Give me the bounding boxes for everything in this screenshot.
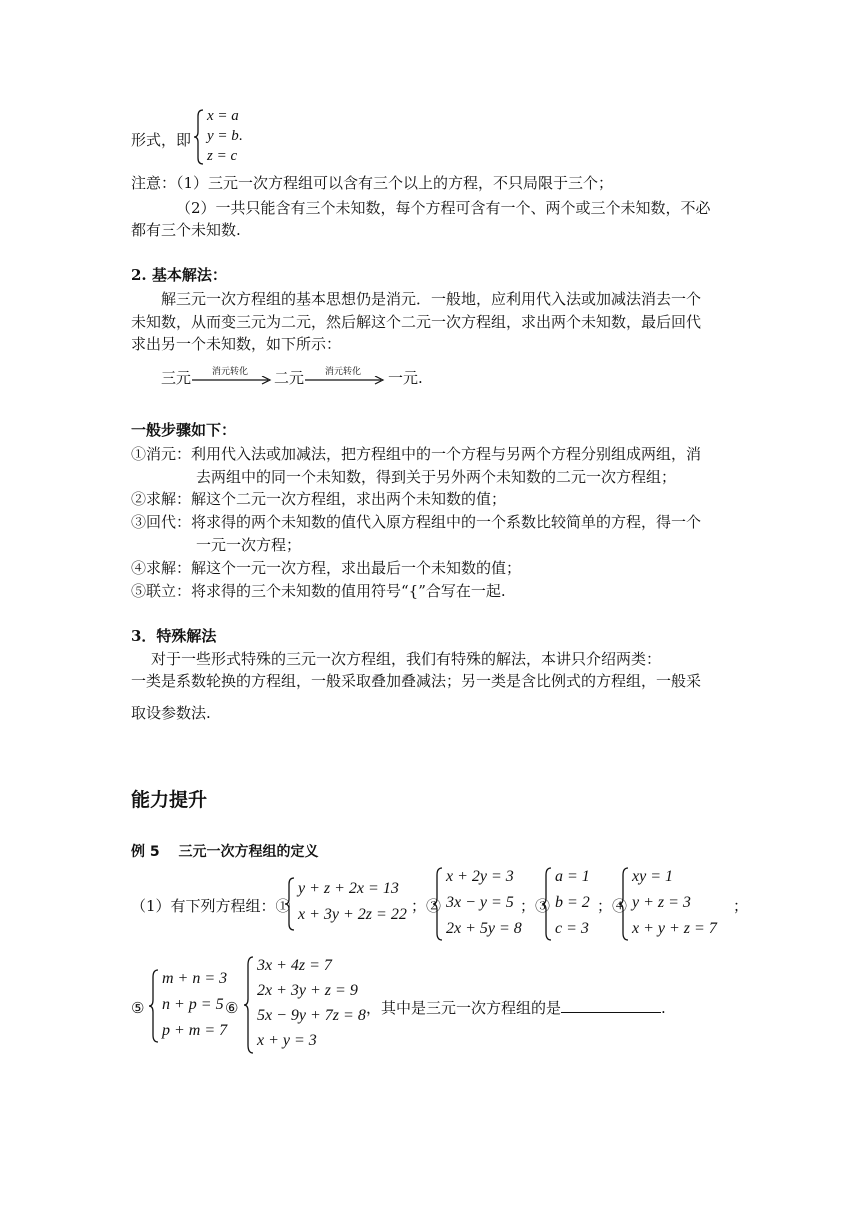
arrow-label: 消元转化 [325,367,362,377]
system-row: x + y + z = 7 [632,920,717,937]
question-end: . [661,999,666,1017]
question-tail [366,997,666,1019]
question-tail-text: ，其中是三元一次方程组的是 [366,999,562,1017]
separator: ；② [411,897,442,915]
equation-system-1 [284,876,414,932]
system-row: 2x + 5y = 8 [446,920,522,937]
section-title: 2. 基本解法： [131,266,227,284]
solution-system [193,108,273,168]
system-row: x + 2y = 3 [446,868,514,885]
system-row: y + z = 3 [632,894,691,911]
note-line: 注意：（1）三元一次方程组可以含有三个以上的方程，不只局限于三个； [131,174,614,192]
flow-stage: 一元. [388,369,423,387]
example-title: 例 5 三元一次方程组的定义 [131,844,319,860]
system-row: a = 1 [555,868,590,885]
system-row: 2x + 3y + z = 9 [257,982,358,999]
system-row: x + 3y + 2z = 22 [298,906,407,923]
separator: ；④ [597,897,628,915]
item-number: ⑤ [131,999,145,1017]
equation-system-4 [618,866,718,942]
system-row: 5x − 9y + 7z = 8 [257,1007,366,1024]
system-row: y + z + 2x = 13 [298,880,399,897]
paragraph-line: 取设参数法. [131,704,211,722]
right-arrow-icon [192,376,272,386]
brace-icon [541,866,553,942]
paragraph-line: 一类是系数轮换的方程组，一般采取叠加叠减法；另一类是含比例式的方程组，一般采 [131,672,702,690]
separator: ； [733,897,749,915]
step-line: ①消元：利用代入法或加减法，把方程组中的一个方程与另两个方程分别组成两组，消 [131,445,702,463]
step-line: 一元一次方程； [196,536,302,554]
page-heading: 能力提升 [131,789,208,811]
step-line: 去两组中的同一个未知数，得到关于另外两个未知数的二元一次方程组； [196,468,677,486]
paragraph-line: 未知数，从而变三元为二元，然后解这个二元一次方程组，求出两个未知数，最后回代 [131,313,702,331]
brace-icon [432,866,444,942]
paragraph-line: 对于一些形式特殊的三元一次方程组，我们有特殊的解法，本讲只介绍两类： [151,650,662,668]
step-line: ④求解：解这个一元一次方程，求出最后一个未知数的值； [131,559,522,577]
step-line: ⑤联立：将求得的三个未知数的值用符号“{”合写在一起. [131,582,506,600]
system-row: 3x − y = 5 [446,894,514,911]
brace-icon [284,876,296,932]
system-row: n + p = 5 [162,996,224,1013]
step-line: ②求解：解这个二元一次方程组，求出两个未知数的值； [131,490,507,508]
flow-stage: 二元 [274,369,305,387]
paragraph-line: 解三元一次方程组的基本思想仍是消元．一般地，应利用代入法或加减法消去一个 [161,290,702,308]
form-prefix: 形式，即 [131,131,192,149]
system-row: 3x + 4z = 7 [257,957,332,974]
system-row: m + n = 3 [162,970,228,987]
paragraph-line: 求出另一个未知数，如下所示： [131,335,342,353]
system-row: y = b. [207,128,243,144]
brace-icon [193,108,205,166]
system-row: z = c [207,148,238,164]
system-row: c = 3 [555,920,589,937]
answer-blank[interactable] [561,998,661,1013]
system-row: x + y = 3 [257,1032,317,1049]
step-line: ③回代：将求得的两个未知数的值代入原方程组中的一个系数比较简单的方程，得一个 [131,513,702,531]
brace-icon [148,968,160,1044]
right-arrow-icon [305,376,385,386]
equation-system-3 [541,866,601,942]
system-row: x = a [207,108,239,124]
brace-icon [243,955,255,1055]
equation-system-6 [243,955,373,1055]
arrow-label: 消元转化 [212,367,249,377]
item-number: ⑥ [225,999,239,1017]
equation-system-2 [432,866,522,942]
steps-title: 一般步骤如下： [131,421,237,439]
question-prefix: （1）有下列方程组：① [131,897,291,915]
separator: ；③ [520,897,551,915]
flow-stage: 三元 [161,369,192,387]
system-row: b = 2 [555,894,590,911]
system-row: p + m = 7 [162,1022,228,1039]
section-title: 3．特殊解法 [131,627,217,645]
brace-icon [618,866,630,942]
system-row: xy = 1 [632,868,673,885]
note-line: 都有三个未知数. [131,221,241,239]
note-line: （2）一共只能含有三个未知数，每个方程可含有一个、两个或三个未知数，不必 [176,199,711,217]
